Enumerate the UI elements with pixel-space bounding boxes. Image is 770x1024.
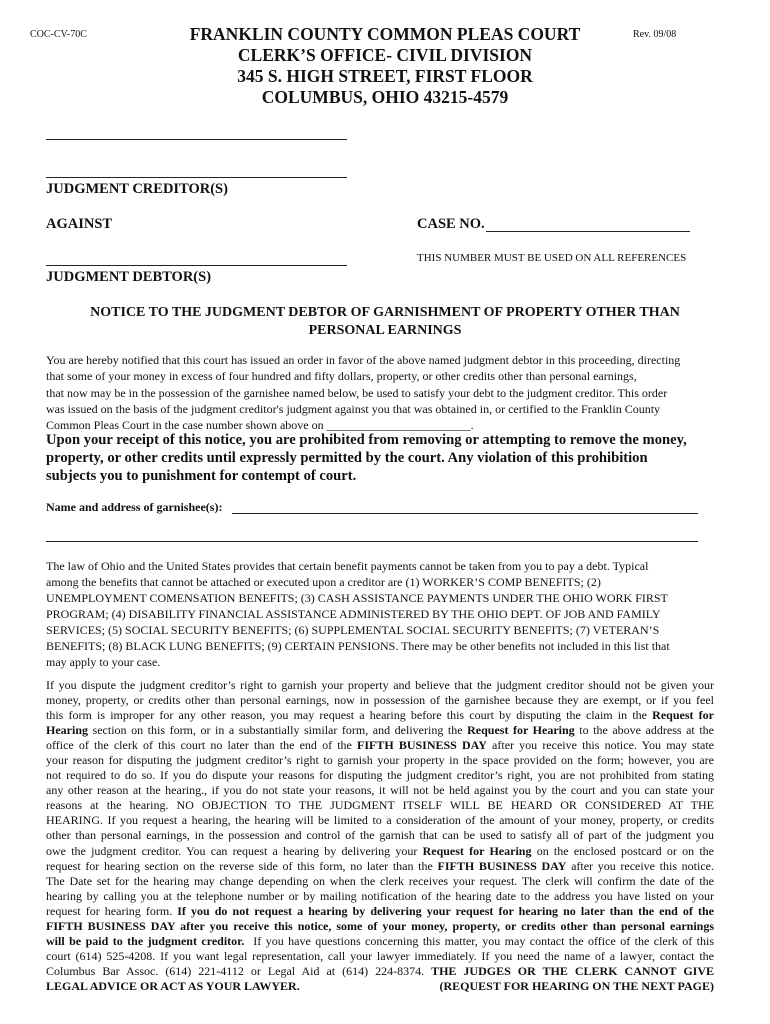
hearing-instructions-paragraph [46,678,714,994]
para3-text: after you receive this notice. [566,858,714,873]
prohibition-warning [46,431,726,485]
next-page-note: (REQUEST FOR HEARING ON THE NEXT PAGE) [439,978,714,993]
para3-final-line [46,979,714,994]
notice-title [0,304,770,340]
para3-line [46,844,714,859]
para3-text: request for hearing section on the reverse side of this form, no later than the [46,858,438,873]
para3-line: HEARING. If you request a hearing, the hearing will be limited to a consideration of the amount of your money, property, or credits [46,813,714,828]
notification-paragraph [46,352,726,433]
bold-disclaimer: LEGAL ADVICE OR ACT AS YOUR LAWYER. [46,978,300,993]
hearing-term: Hearing [46,723,88,738]
para1-line: that now may be in the possession of the garnishee named below, be used to satisfy your debt to the judgment creditor. This order [46,385,668,400]
para3-text: request for hearing form. [46,903,178,918]
warning-line: subjects you to punishment for contempt of court. [46,468,357,484]
court-heading [0,24,770,108]
para1-line: that some of your money in excess of four hundred and fifty dollars, property, or other credits other than personal earnings, [46,369,637,384]
clerk-office: CLERK’S OFFICE- CIVIL DIVISION [237,45,533,65]
para3-line: reasons at the hearing. NO OBJECTION TO THE JUDGMENT ITSELF WILL BE HEARD OR CONSIDERED AT THE [46,798,714,813]
para1-line: You are hereby notified that this court has issued an order in favor of the above named judgment debtor in this proceeding, directing [46,353,681,367]
request-for-hearing-term: Request for Hearing [467,723,575,738]
para1-line: Common Pleas Court in the case number shown above on ________________________. [46,418,474,433]
para3-text: to the above address at the [574,723,714,738]
case-note: THIS NUMBER MUST BE USED ON ALL REFERENCES [417,252,687,264]
court-street: 345 S. HIGH STREET, FIRST FLOOR [237,66,533,86]
creditor-name-line-2[interactable] [46,177,347,178]
deadline-term: FIFTH BUSINESS DAY [357,738,487,753]
para1-line: was issued on the basis of the judgment creditor's judgment against you that was obtained in, or certified to the Franklin County [46,401,661,416]
debtor-label: JUDGMENT DEBTOR(S) [46,269,212,285]
para3-line: hearing by calling you at the telephone number or by mailing notification of the hearing date to the address you have listed on your [46,888,714,903]
para3-text: this form is improper for any other reason, you may request a hearing before this court by disputing the claim in the [46,708,647,723]
notice-title-line-2: PERSONAL EARNINGS [308,323,462,338]
para3-line: money, property, or credits other than personal earnings, now in possession of the garnishee because they are exempt, or if you feel [46,693,714,708]
warning-line: Upon your receipt of this notice, you are prohibited from removing or attempting to remove the money, [46,432,687,448]
para2-line: UNEMPLOYMENT COMENSATION BENEFITS; (3) CASH ASSISTANCE PAYMENTS UNDER THE OHIO WORK FIRST [46,591,668,605]
para3-line: any other reason at the hearing., if you do not state your reasons, it will not be held against you by the court and you can state your [46,783,714,798]
revision-label: Rev. 09/08 [633,29,677,40]
case-no-line[interactable] [486,231,690,232]
exempt-benefits-paragraph [46,558,716,670]
bold-warning-text: will be paid to the judgment creditor. [46,933,245,948]
against-label: AGAINST [46,216,113,232]
notice-title-line-1: NOTICE TO THE JUDGMENT DEBTOR OF GARNISHMENT OF PROPERTY OTHER THAN [90,305,680,320]
para3-line: If you dispute the judgment creditor’s right to garnish your property and believe that the judgment creditor should not be given your [46,678,714,692]
para3-line [46,934,714,949]
para2-line: BENEFITS; (8) BLACK LUNG BENEFITS; (9) CERTAIN PENSIONS. There may be other benefits not included in this list that [46,639,670,653]
garnishee-line-1[interactable] [232,513,698,514]
para3-line [46,904,714,919]
request-for-hearing-term: Request for [652,708,715,723]
para3-text: If you have questions concerning this matter, you may contact the office of the clerk of this [244,933,714,948]
para3-text: office of the clerk of this court no later than the end of the [46,738,358,753]
para3-line: The Date set for the hearing may change depending on when the clerk receives your request. The clerk will confirm the date of the [46,873,714,888]
bold-disclaimer: THE JUDGES OR THE CLERK CANNOT GIVE [431,963,714,978]
para3-text: owe the judgment creditor. You can request a hearing by delivering your [46,843,423,858]
para3-line: other than personal earnings, in the possession and control of the garnish that can be used to satisfy all of part of the judgment you [46,828,714,843]
para3-text: after you receive this notice. You may state [486,738,714,753]
form-id: COC-CV-70C [30,29,87,40]
creditor-name-line-1[interactable] [46,139,347,140]
para3-line: not required to do so. If you do dispute your reasons for disputing the judgment creditor’s right, you are not prohibited from stating [46,768,714,783]
deadline-term: FIFTH BUSINESS DAY [437,858,567,873]
bold-warning-text: If you do not request a hearing by delivering your request for hearing no later than the end of the [177,903,714,918]
para3-line [46,723,714,738]
para3-line: your reason for disputing the judgment creditor’s right to garnish your property in the space provided on the form; however, you are [46,753,714,768]
para3-text: section on this form, or in a substantially similar form, and delivering the [88,723,468,738]
debtor-name-line[interactable] [46,265,347,266]
para3-line: court (614) 525-4208. If you want legal representation, call your lawyer immediately. If you need the name of a lawyer, contact the [46,948,714,963]
para3-text: on the enclosed postcard or on the [531,843,714,858]
para2-line: PROGRAM; (4) DISABILITY FINANCIAL ASSISTANCE ADMINISTERED BY THE OHIO DEPT. OF JOB AND FAMILY [46,607,661,621]
para2-line: The law of Ohio and the United States provides that certain benefit payments cannot be taken from you to pay a debt. Typical [46,559,649,573]
warning-line: property, or other credits until expressly permitted by the court. Any violation of this prohibition [46,450,648,466]
court-city: COLUMBUS, OHIO 43215-4579 [261,87,509,107]
para2-line: among the benefits that cannot be attached or executed upon a creditor are (1) WORKER’S COMP BENEFITS; (2) [46,575,601,589]
para2-line: may apply to your case. [46,655,161,669]
garnishee-line-2[interactable] [46,541,698,542]
garnishee-label: Name and address of garnishee(s): [46,500,223,514]
creditor-label: JUDGMENT CREDITOR(S) [46,181,228,197]
bold-warning-text: FIFTH BUSINESS DAY after you receive this notice, some of your money, property, or credits other than personal earnings [46,918,714,933]
para2-line: SERVICES; (5) SOCIAL SECURITY BENEFITS; (6) SUPPLEMENTAL SOCIAL SECURITY BENEFITS; (7) VETERAN’S [46,623,660,637]
para3-line [46,964,714,979]
para3-line [46,708,714,723]
para3-line [46,859,714,874]
para3-line [46,919,714,934]
court-name: FRANKLIN COUNTY COMMON PLEAS COURT [189,24,581,44]
para3-line [46,738,714,753]
para3-text: Columbus Bar Assoc. (614) 221-4112 or Legal Aid at (614) 224-8374. [46,963,432,978]
request-for-hearing-term: Request for Hearing [422,843,532,858]
case-no-label: CASE NO. [417,216,485,232]
